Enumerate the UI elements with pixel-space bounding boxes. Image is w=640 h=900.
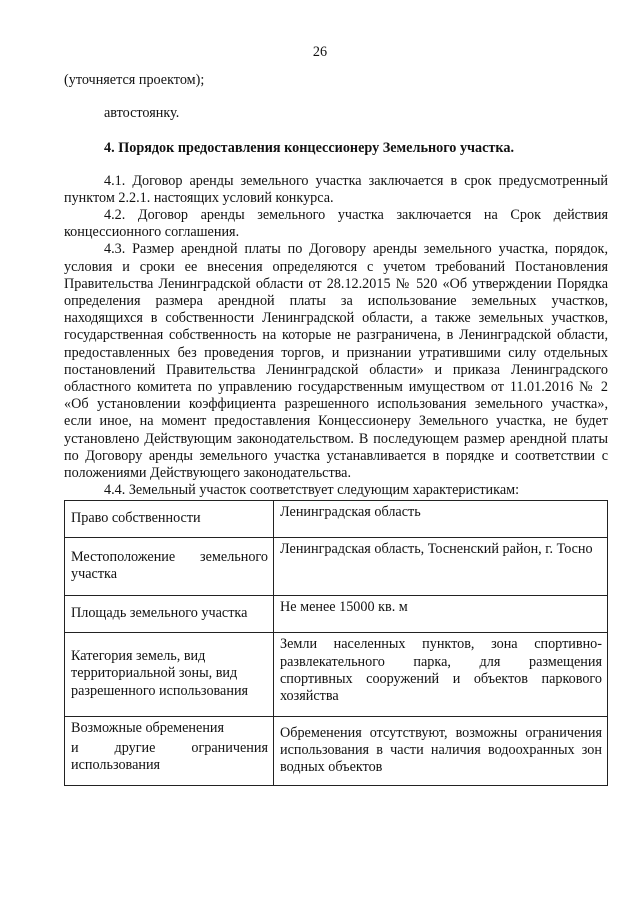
table-cell-label: Площадь земельного участка [65,596,274,633]
section-heading: 4. Порядок предоставления концессионеру Земельного участка. [104,140,514,157]
table-cell-label-line: и другие ограничения использования [71,739,268,773]
paragraph-parking: автостоянку. [104,105,180,122]
table-row [65,633,608,717]
table-row [65,596,608,633]
table-row [65,538,608,596]
table-row [65,501,608,538]
table-cell-label: Право собственности [65,501,274,538]
paragraph-clarified: (уточняется проектом); [64,72,205,88]
paragraph-4-2: 4.2. Договор аренды земельного участка заключается на Срок действия концессионного соглашения. [64,207,608,241]
document-body [64,72,608,786]
table-cell-label [65,717,274,786]
table-cell-value: Ленинградская область [274,501,608,538]
table-cell-value: Обременения отсутствуют, возможны ограничения использования в части наличия водоохранных зон водных объектов [274,717,608,786]
table-row [65,717,608,786]
table-cell-label: Местоположение земельного участка [65,538,274,596]
table-cell-label: Категория земель, вид территориальной зоны, вид разрешенного использования [65,633,274,717]
table-cell-value: Не менее 15000 кв. м [274,596,608,633]
paragraph-4-4: 4.4. Земельный участок соответствует следующим характеристикам: [104,482,520,499]
table-cell-value: Ленинградская область, Тосненский район, г. Тосно [274,538,608,596]
land-characteristics-table [64,500,608,786]
paragraph-4-1: 4.1. Договор аренды земельного участка заключается в срок предусмотренный пунктом 2.2.1. настоящих условий конкурса. [64,172,608,206]
table-cell-label-line: Возможные обременения [71,720,225,737]
page-number: 26 [312,44,328,60]
paragraph-4-3: 4.3. Размер арендной платы по Договору аренды земельного участка, порядок, условия и сроки ее внесения определяются с учетом требований Постановления Правительства Ленинградской области от 28.12.2015 № 520 «Об утверждении Порядка определения размера арендной платы за использование земельных участков, находящихся в собственности Ленинградской области, а также земельных участков, государственная собственность на которые не разграничена, в Ленинградской области, предоставленных без проведения торгов, и признании утратившими силу отдельных постановлений Правительства Ленинградской области» и приказа Ленинградского областного комитета по управлению государственным имуществом от 11.01.2016 № 2 «Об установлении коэффициента разрешенного использования земельного участка», если иное, на момент предоставления Концессионеру Земельного участка, не будет установлено Действующим законодательством. В последующем размер арендной платы по Договору аренды земельного участка устанавливается в порядке и соответствии с положениями Действующего законодательства. [64,241,608,482]
table-cell-value: Земли населенных пунктов, зона спортивно-развлекательного парка, для размещения спортивных сооружений и объектов паркового хозяйства [274,633,608,717]
